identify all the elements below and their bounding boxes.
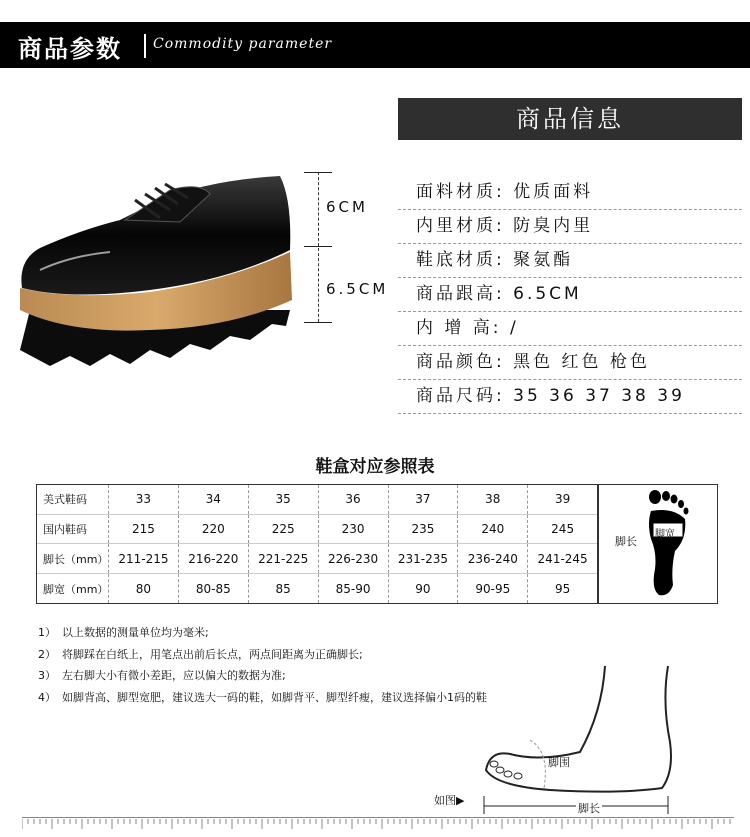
table-cell: 36: [318, 485, 388, 514]
table-cell: 85-90: [318, 574, 388, 603]
size-table-title: 鞋盒对应参照表: [315, 457, 435, 477]
table-cell: 211-215: [109, 544, 179, 574]
banner-title-cn: 商品参数: [18, 35, 122, 63]
table-cell: 80: [109, 574, 179, 603]
foot-measure-diagram: [430, 662, 730, 822]
table-cell: 80-85: [178, 574, 248, 603]
notes-list: [38, 622, 487, 708]
info-row-sole: 鞋底材质: 聚氨酯: [398, 244, 742, 278]
table-cell: 240: [458, 514, 528, 544]
foot-girth-label: 脚围: [548, 756, 570, 769]
info-row-material: 面料材质: 优质面料: [398, 176, 742, 210]
table-cell: 90-95: [458, 574, 528, 603]
table-row: [37, 544, 597, 574]
size-table: [36, 484, 598, 604]
table-cell: 39: [528, 485, 597, 514]
measure-tick-bottom: [304, 322, 332, 323]
table-cell: 37: [388, 485, 458, 514]
list-item: 2） 将脚踩在白纸上，用笔点出前后长点，两点间距离为正确脚长;: [38, 647, 363, 661]
table-cell: 85: [248, 574, 318, 603]
heel-height-label: 6.5CM: [326, 280, 389, 298]
info-row-insole-lift: 内 增 高: /: [398, 312, 742, 346]
list-item: 3） 左右脚大小有微小差距，应以偏大的数据为准;: [38, 669, 286, 682]
foot-length-measure-label: 脚长: [578, 802, 600, 815]
banner-divider: [144, 34, 146, 58]
height-measure-line: [318, 172, 320, 322]
list-item: 1） 以上数据的测量单位均为毫米;: [38, 626, 209, 639]
table-cell: 220: [178, 514, 248, 544]
table-row: [37, 485, 597, 514]
measure-tick-top: [304, 172, 332, 173]
table-row: [37, 574, 597, 603]
table-cell: 90: [388, 574, 458, 603]
table-cell: 225: [248, 514, 318, 544]
table-cell: 34: [178, 485, 248, 514]
list-item: 4） 如脚背高、脚型宽肥，建议选大一码的鞋，如脚背平、脚型纤瘦，建议选择偏小1码的鞋: [38, 690, 487, 704]
table-cell: 33: [109, 485, 179, 514]
table-cell: 221-225: [248, 544, 318, 574]
measure-tick-mid: [304, 246, 332, 247]
table-cell: 245: [528, 514, 597, 544]
table-cell: 95: [554, 581, 571, 596]
row-label: 脚长（mm）: [37, 544, 109, 574]
ruler: [22, 817, 734, 832]
section-banner: [0, 22, 750, 68]
table-cell: 215: [109, 514, 179, 544]
table-cell: 241-245: [528, 544, 597, 574]
foot-sole-icon: [643, 489, 691, 599]
shoe-image: [10, 160, 300, 370]
table-cell: 236-240: [458, 544, 528, 574]
upper-height-label: 6CM: [326, 198, 368, 216]
table-cell: 235: [388, 514, 458, 544]
info-row-colors: 商品颜色: 黑色 红色 枪色: [398, 346, 742, 380]
table-row: [37, 514, 597, 544]
table-cell: 231-235: [388, 544, 458, 574]
row-label: 脚宽（mm）: [37, 574, 109, 603]
foot-length-label: 脚长: [615, 535, 637, 548]
table-cell: 216-220: [178, 544, 248, 574]
table-cell: 35: [248, 485, 318, 514]
info-header: 商品信息: [398, 98, 742, 140]
ruler-ticks: [22, 819, 734, 833]
table-cell: 38: [458, 485, 528, 514]
leg-outline-icon: [430, 662, 730, 822]
info-list: [398, 176, 742, 414]
as-shown-label: 如图▶: [434, 794, 465, 807]
row-label: 国内鞋码: [37, 514, 109, 544]
foot-width-label: 脚宽: [655, 529, 675, 540]
banner-title-en: Commodity parameter: [153, 36, 333, 52]
info-row-heel: 商品跟高: 6.5CM: [398, 278, 742, 312]
info-row-lining: 内里材质: 防臭内里: [398, 210, 742, 244]
table-cell: 226-230: [318, 544, 388, 574]
row-label: 美式鞋码: [37, 485, 109, 514]
table-cell: 230: [318, 514, 388, 544]
info-row-sizes: 商品尺码: 35 36 37 38 39: [398, 380, 742, 414]
foot-diagram: [598, 484, 718, 604]
